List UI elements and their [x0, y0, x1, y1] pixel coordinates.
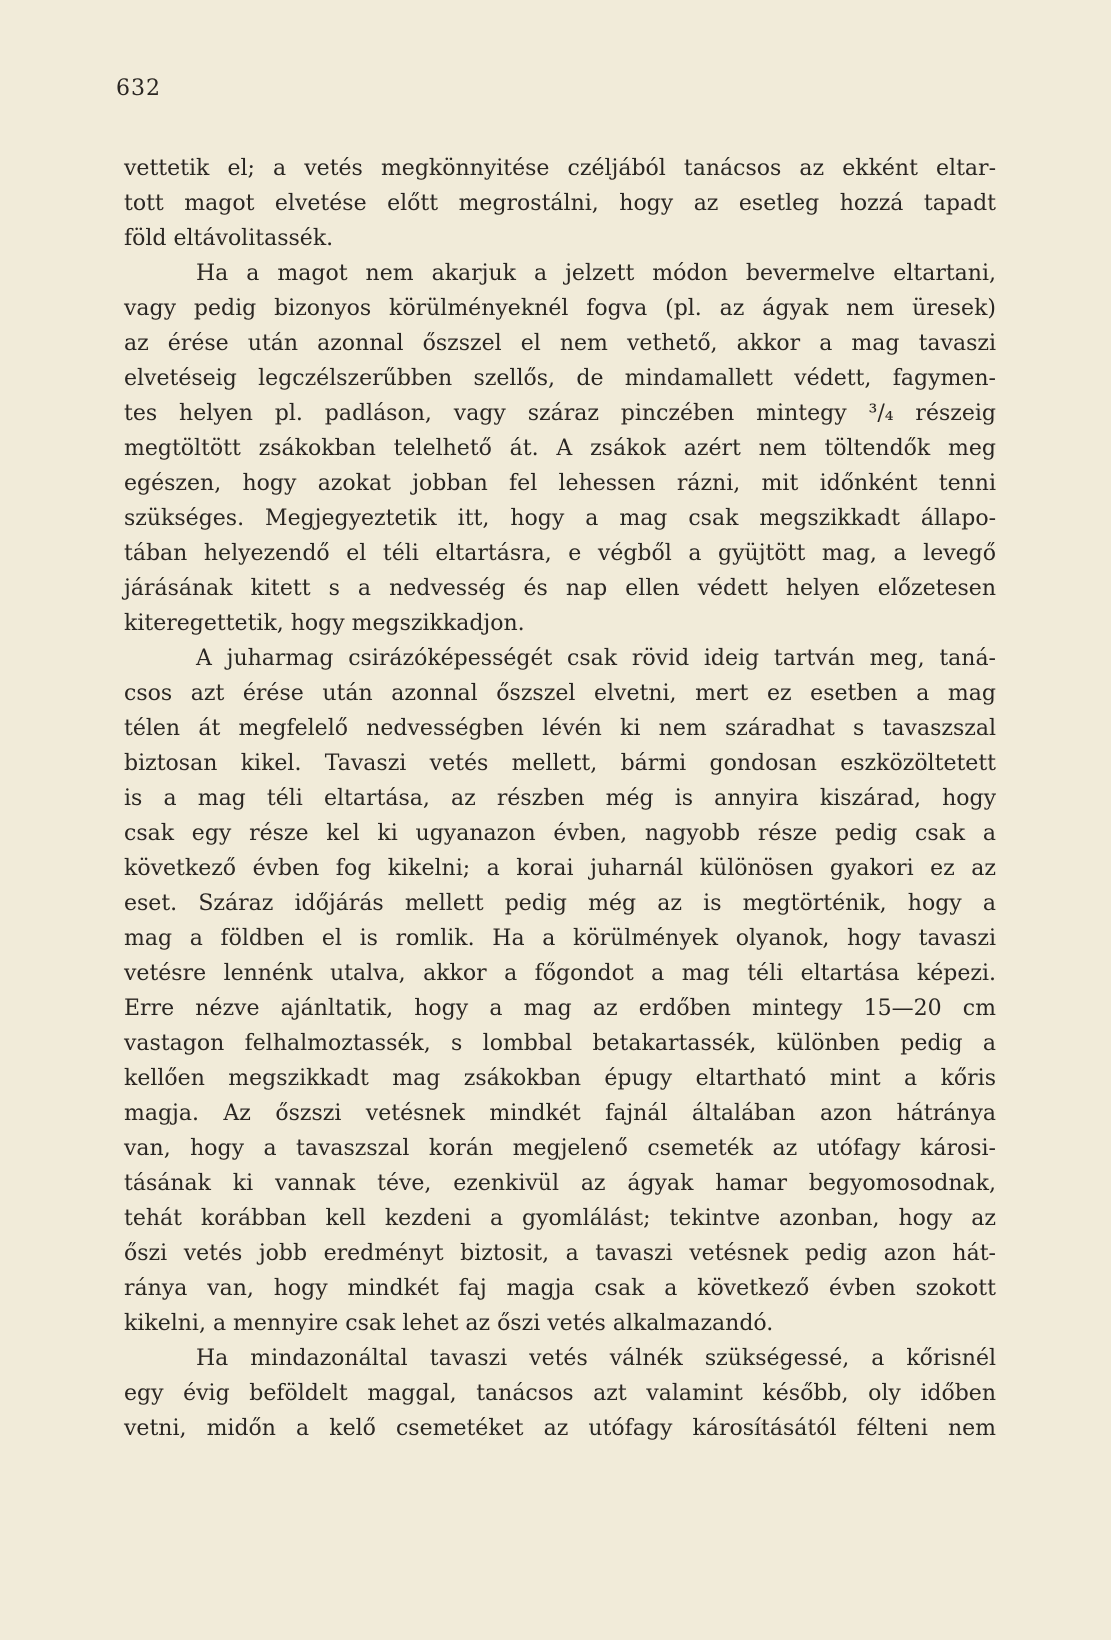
text-line: az érése után azonnal őszszel el nem vethető, akkor a mag tavaszi — [124, 331, 996, 356]
text-line: tásának ki vannak téve, ezenkivül az ágyak hamar begyomosodnak, — [124, 1171, 996, 1196]
text-line: elvetéseig legczélszerűbben szellős, de mindamallett védett, fagymen- — [124, 366, 996, 391]
text-line: vetni, midőn a kelő csemetéket az utófagy károsításától félteni nem — [124, 1416, 996, 1441]
paragraph-first-line: Ha mindazonáltal tavaszi vetés válnék szükségessé, a kőrisnél — [196, 1346, 996, 1371]
text-line: kikelni, a mennyire csak lehet az őszi vetés alkalmazandó. — [124, 1311, 774, 1336]
text-line: is a mag téli eltartása, az részben még is annyira kiszárad, hogy — [124, 786, 996, 811]
text-line: járásának kitett s a nedvesség és nap ellen védett helyen előzetesen — [124, 576, 996, 601]
text-line: következő évben fog kikelni; a korai juharnál különösen gyakori ez az — [124, 856, 996, 881]
text-line: őszi vetés jobb eredményt biztosit, a tavaszi vetésnek pedig azon hát- — [124, 1241, 996, 1266]
text-line: megtöltött zsákokban telelhető át. A zsákok azért nem töltendők meg — [124, 436, 996, 461]
text-line: föld eltávolitassék. — [124, 226, 334, 251]
body-text — [124, 151, 996, 1446]
text-line: mag a földben el is romlik. Ha a körülmények olyanok, hogy tavaszi — [124, 926, 996, 951]
text-line: csos azt érése után azonnal őszszel elvetni, mert ez esetben a mag — [124, 681, 996, 706]
text-line: csak egy része kel ki ugyanazon évben, nagyobb része pedig csak a — [124, 821, 996, 846]
text-line: egy évig beföldelt maggal, tanácsos azt valamint később, oly időben — [124, 1381, 996, 1406]
text-line: vastagon felhalmoztassék, s lombbal betakartassék, különben pedig a — [124, 1031, 996, 1056]
text-line: vettetik el; a vetés megkönnyitése czéljából tanácsos az ekként eltar- — [124, 156, 996, 181]
text-line: vetésre lennénk utalva, akkor a főgondot a mag téli eltartása képezi. — [124, 961, 996, 986]
text-line: Erre nézve ajánltatik, hogy a mag az erdőben mintegy 15—20 cm — [124, 996, 996, 1021]
text-line: eset. Száraz időjárás mellett pedig még az is megtörténik, hogy a — [124, 891, 996, 916]
text-line: télen át megfelelő nedvességben lévén ki nem száradhat s tavaszszal — [124, 716, 996, 741]
text-line: tehát korábban kell kezdeni a gyomlálást; tekintve azonban, hogy az — [124, 1206, 996, 1231]
paragraph-first-line: A juharmag csirázóképességét csak rövid ideig tartván meg, taná- — [196, 646, 996, 671]
text-line: tában helyezendő el téli eltartásra, e végből a gyüjtött mag, a levegő — [124, 541, 996, 566]
text-line: biztosan kikel. Tavaszi vetés mellett, bármi gondosan eszközöltetett — [124, 751, 996, 776]
page-number: 632 — [116, 76, 161, 101]
text-line: van, hogy a tavaszszal korán megjelenő csemeték az utófagy károsi- — [124, 1136, 996, 1161]
text-line: kellően megszikkadt mag zsákokban épugy eltartható mint a kőris — [124, 1066, 996, 1091]
text-line: tott magot elvetése előtt megrostálni, hogy az esetleg hozzá tapadt — [124, 191, 996, 216]
paragraph-first-line: Ha a magot nem akarjuk a jelzett módon bevermelve eltartani, — [196, 261, 996, 286]
text-line: egészen, hogy azokat jobban fel lehessen rázni, mit időnként tenni — [124, 471, 996, 496]
text-line: ránya van, hogy mindkét faj magja csak a következő évben szokott — [124, 1276, 996, 1301]
text-line: magja. Az őszszi vetésnek mindkét fajnál általában azon hátránya — [124, 1101, 996, 1126]
text-line: szükséges. Megjegyeztetik itt, hogy a mag csak megszikkadt állapo- — [124, 506, 996, 531]
text-line: tes helyen pl. padláson, vagy száraz pinczében mintegy ³/₄ részeig — [124, 401, 996, 426]
text-line: kiteregettetik, hogy megszikkadjon. — [124, 611, 525, 636]
text-line: vagy pedig bizonyos körülményeknél fogva (pl. az ágyak nem üresek) — [124, 296, 996, 321]
